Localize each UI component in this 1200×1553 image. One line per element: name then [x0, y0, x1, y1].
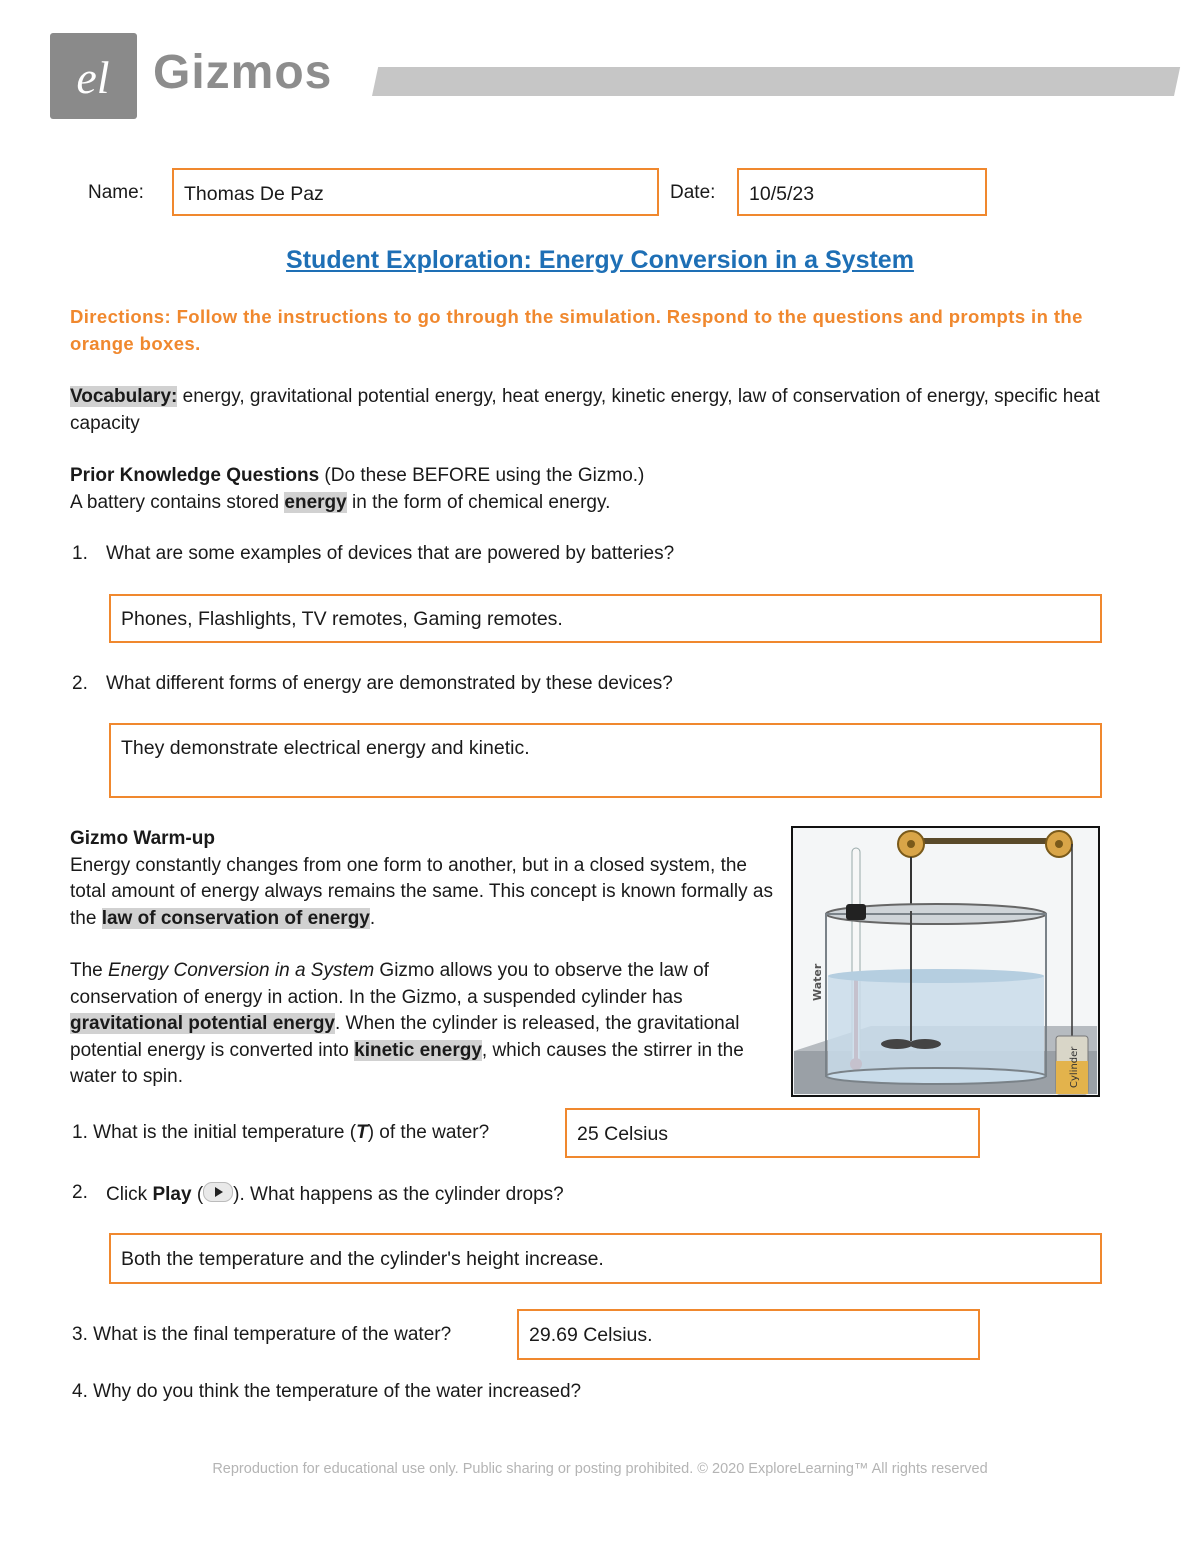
warmup-q2-answer: Both the temperature and the cylinder's height increase. [121, 1248, 604, 1270]
vocabulary-terms: energy, gravitational potential energy, heat energy, kinetic energy, law of conservation of energy, specific heat capacity [70, 386, 1100, 434]
gizmos-brand: Gizmos [153, 46, 333, 99]
warmup-p2-text-d: , which causes the stirrer in the water to spin. [70, 1039, 744, 1087]
warmup-q1 [72, 1122, 489, 1144]
warmup-q3-text: What is the final temperature of the water? [93, 1324, 452, 1345]
warmup-q4-text: Why do you think the temperature of the water increased? [93, 1381, 582, 1402]
prior-q1-answer-box[interactable] [109, 594, 1102, 643]
explorelearning-logo [50, 33, 137, 119]
name-field[interactable] [172, 168, 659, 216]
warmup-p2-text-c: . When the cylinder is released, the gravitational potential energy is converted into [70, 1013, 740, 1061]
name-value: Thomas De Paz [184, 183, 324, 205]
prior-q1-number: 1. [72, 543, 88, 564]
prior-q2-number: 2. [72, 673, 88, 694]
warmup-paragraph-2 [70, 958, 782, 1091]
warmup-section [70, 826, 780, 932]
header-bar [372, 67, 1180, 96]
warmup-q1-text-a: What is the initial temperature ( [93, 1122, 357, 1143]
vocabulary-label: Vocabulary: [70, 386, 178, 407]
warmup-q2-text-c: ). What happens as the cylinder drops? [233, 1184, 564, 1205]
warmup-q2 [106, 1182, 564, 1206]
warmup-q3-answer: 29.69 Celsius. [529, 1324, 653, 1346]
prior-intro-text-end: in the form of chemical energy. [346, 491, 611, 513]
prior-intro-text: A battery contains stored [70, 491, 285, 513]
warmup-p2-text-b: Gizmo allows you to observe the law of conservation of energy in action. In the Gizmo, a suspended cylinder has [70, 960, 709, 1008]
prior-q2-text: What different forms of energy are demonstrated by these devices? [106, 673, 673, 694]
directions: Directions: Follow the instructions to go through the simulation. Respond to the questions and prompts in the orange boxes. [70, 306, 1083, 354]
warmup-q2-text-b: ( [191, 1184, 204, 1205]
warmup-p1-text: Energy constantly changes from one form to another, but in a closed system, the total amount of energy always remains the same. This concept is known formally as the [70, 854, 773, 929]
warmup-q2-answer-box[interactable] [109, 1233, 1102, 1284]
warmup-q2-text-a: Click [106, 1184, 153, 1205]
gizmo-simulation-image [791, 826, 1100, 1097]
term-kinetic-energy: kinetic energy [354, 1039, 482, 1061]
water-label: Water [811, 963, 824, 1001]
vocabulary [70, 384, 1130, 437]
name-label: Name: [88, 182, 144, 203]
el-logo-icon [50, 33, 137, 119]
date-label: Date: [670, 182, 716, 203]
date-value: 10/5/23 [749, 183, 815, 205]
warmup-q4 [72, 1381, 581, 1403]
warmup-p1-end: . [369, 907, 376, 929]
play-icon [203, 1182, 233, 1202]
warmup-q3-answer-box[interactable] [517, 1309, 980, 1360]
prior-q1-answer: Phones, Flashlights, TV remotes, Gaming remotes. [121, 608, 563, 630]
date-field[interactable] [737, 168, 987, 216]
prior-q1-text: What are some examples of devices that are powered by batteries? [106, 543, 675, 564]
term-gravitational-potential: gravitational potential energy [70, 1013, 335, 1034]
page-title: Student Exploration: Energy Conversion in a System [286, 246, 914, 274]
prior-knowledge-note: (Do these BEFORE using the Gizmo.) [319, 465, 645, 486]
warmup-p2-text-a: The [70, 960, 109, 981]
gizmo-name: Energy Conversion in a System [108, 960, 375, 981]
play-label: Play [152, 1184, 192, 1205]
warmup-heading: Gizmo Warm-up [70, 828, 215, 849]
warmup-q1-answer: 25 Celsius [577, 1123, 669, 1145]
prior-knowledge-heading: Prior Knowledge Questions [70, 465, 320, 486]
term-law-of-conservation: law of conservation of energy [101, 907, 370, 929]
warmup-q3-number: 3. [72, 1324, 88, 1345]
warmup-q1-number: 1. [72, 1122, 88, 1143]
warmup-q2-number: 2. [72, 1182, 88, 1203]
svg-text:el: el [76, 52, 110, 103]
warmup-q1-text-b: ) of the water? [367, 1122, 490, 1143]
warmup-q3 [72, 1324, 451, 1346]
temperature-symbol: T [356, 1122, 368, 1143]
prior-q2-answer-box[interactable] [109, 723, 1102, 798]
warmup-q1-answer-box[interactable] [565, 1108, 980, 1158]
prior-knowledge-section [70, 463, 1130, 516]
footer-copyright: Reproduction for educational use only. Public sharing or posting prohibited. © 2020 ExploreLearning™ All rights reserved [212, 1461, 988, 1477]
prior-q2-answer: They demonstrate electrical energy and kinetic. [121, 737, 530, 759]
cylinder-label: Cylinder [1069, 1046, 1080, 1088]
term-energy: energy [284, 491, 347, 513]
warmup-q4-number: 4. [72, 1381, 88, 1402]
